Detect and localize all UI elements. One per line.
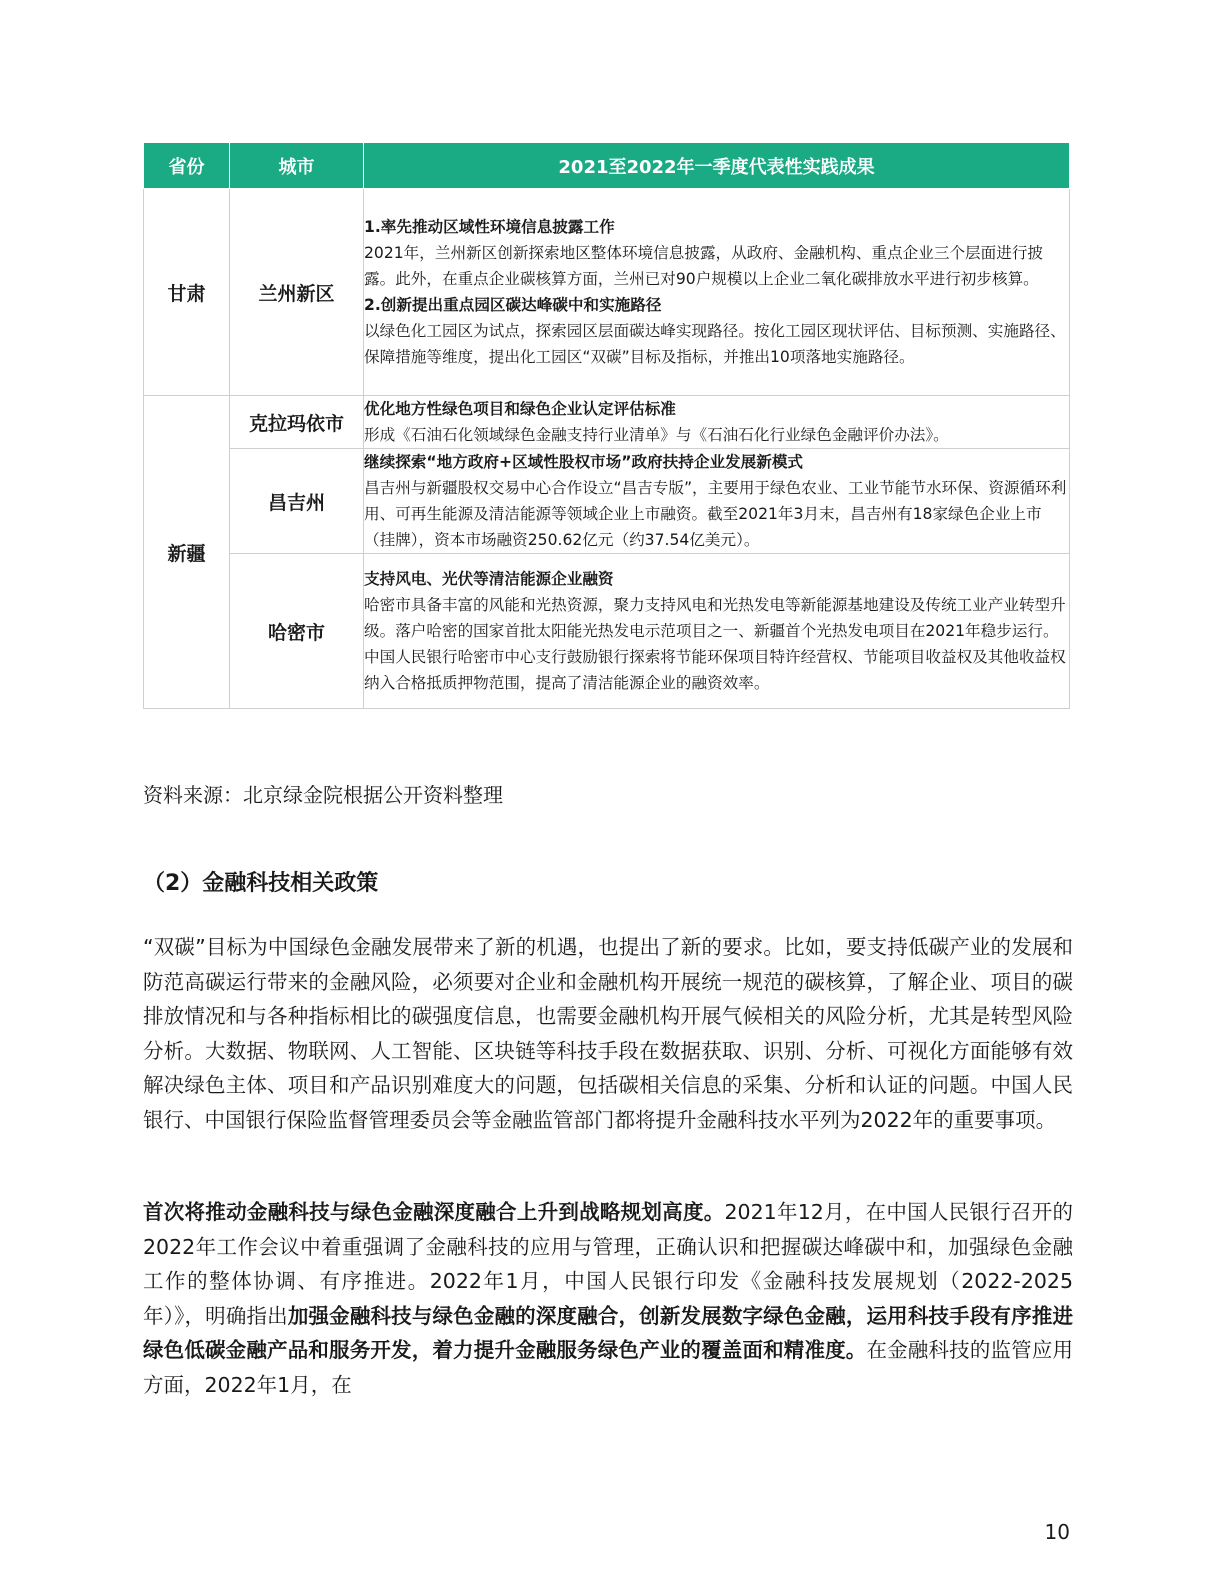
header-achievements: 2021至2022年一季度代表性实践成果 xyxy=(364,143,1070,189)
table-row xyxy=(144,449,1070,554)
table-row xyxy=(144,396,1070,449)
city-cell: 哈密市 xyxy=(230,554,364,709)
table-row xyxy=(144,189,1070,396)
achievement-cell xyxy=(364,554,1070,709)
province-cell: 甘肃 xyxy=(144,189,230,396)
achievement-text: 昌吉州与新疆股权交易中心合作设立“昌吉专版”，主要用于绿色农业、工业节能节水环保、资源循环利用、可再生能源及清洁能源等领域企业上市融资。截至2021年3月末，昌吉州有18家绿色企业上市（挂牌），资本市场融资250.62亿元（约37.54亿美元）。 xyxy=(364,479,1067,549)
achievement-text: 哈密市具备丰富的风能和光热资源，聚力支持风电和光热发电等新能源基地建设及传统工业产业转型升级。落户哈密的国家首批太阳能光热发电示范项目之一、新疆首个光热发电项目在2021年稳步运行。中国人民银行哈密市中心支行鼓励银行探索将节能环保项目特许经营权、节能项目收益权及其他收益权纳入合格抵质押物范围，提高了清洁能源企业的融资效率。 xyxy=(364,596,1066,692)
achievement-title: 2.创新提出重点园区碳达峰碳中和实施路径 xyxy=(364,296,662,314)
achievement-text: 形成《石油石化领域绿色金融支持行业清单》与《石油石化行业绿色金融评价办法》。 xyxy=(364,426,949,444)
section-heading: （2）金融科技相关政策 xyxy=(143,871,379,896)
achievement-cell xyxy=(364,449,1070,554)
achievement-title: 支持风电、光伏等清洁能源企业融资 xyxy=(364,570,614,588)
achievement-cell xyxy=(364,189,1070,396)
achievement-title: 优化地方性绿色项目和绿色企业认定评估标准 xyxy=(364,400,676,418)
table-header-row xyxy=(144,143,1070,189)
achievement-text: 以绿色化工园区为试点，探索园区层面碳达峰实现路径。按化工园区现状评估、目标预测、实施路径、保障措施等维度，提出化工园区“双碳”目标及指标，并推出10项落地实施路径。 xyxy=(364,322,1066,366)
province-cell: 新疆 xyxy=(144,396,230,709)
page-number: 10 xyxy=(1044,1520,1070,1544)
header-city: 城市 xyxy=(230,143,364,189)
achievement-title: 继续探索“地方政府+区域性股权市场”政府扶持企业发展新模式 xyxy=(364,453,804,471)
city-cell: 兰州新区 xyxy=(230,189,364,396)
body-paragraph xyxy=(143,1195,1073,1402)
practice-table xyxy=(143,142,1070,709)
city-cell: 克拉玛依市 xyxy=(230,396,364,449)
header-province: 省份 xyxy=(144,143,230,189)
paragraph-text: 在金融科技的监管应用方面，2022年1月，在 xyxy=(143,1338,1074,1397)
achievement-cell xyxy=(364,396,1070,449)
table-row xyxy=(144,554,1070,709)
table-source-note: 资料来源：北京绿金院根据公开资料整理 xyxy=(143,783,503,807)
bold-statement: 首次将推动金融科技与绿色金融深度融合上升到战略规划高度。 xyxy=(143,1200,725,1224)
city-cell: 昌吉州 xyxy=(230,449,364,554)
bold-statement: 加强金融科技与绿色金融的深度融合，创新发展数字绿色金融，运用科技手段有序推进绿色低碳金融产品和服务开发，着力提升金融服务绿色产业的覆盖面和精准度。 xyxy=(143,1303,1074,1362)
achievement-title: 1.率先推动区域性环境信息披露工作 xyxy=(364,218,615,236)
paragraph-text: 2021年12月，在中国人民银行召开的2022年工作会议中着重强调了金融科技的应用与管理，正确认识和把握碳达峰碳中和，加强绿色金融工作的整体协调、有序推进。2022年1月，中国人民银行印发《金融科技发展规划（2022-2025年）》，明确指出 xyxy=(143,1200,1074,1328)
achievement-text: 2021年，兰州新区创新探索地区整体环境信息披露，从政府、金融机构、重点企业三个层面进行披露。此外，在重点企业碳核算方面，兰州已对90户规模以上企业二氧化碳排放水平进行初步核算。 xyxy=(364,244,1044,288)
body-paragraph: “双碳”目标为中国绿色金融发展带来了新的机遇，也提出了新的要求。比如，要支持低碳产业的发展和防范高碳运行带来的金融风险，必须要对企业和金融机构开展统一规范的碳核算，了解企业、项目的碳排放情况和与各种指标相比的碳强度信息，也需要金融机构开展气候相关的风险分析，尤其是转型风险分析。大数据、物联网、人工智能、区块链等科技手段在数据获取、识别、分析、可视化方面能够有效解决绿色主体、项目和产品识别难度大的问题，包括碳相关信息的采集、分析和认证的问题。中国人民银行、中国银行保险监督管理委员会等金融监管部门都将提升金融科技水平列为2022年的重要事项。 xyxy=(143,935,1073,1132)
